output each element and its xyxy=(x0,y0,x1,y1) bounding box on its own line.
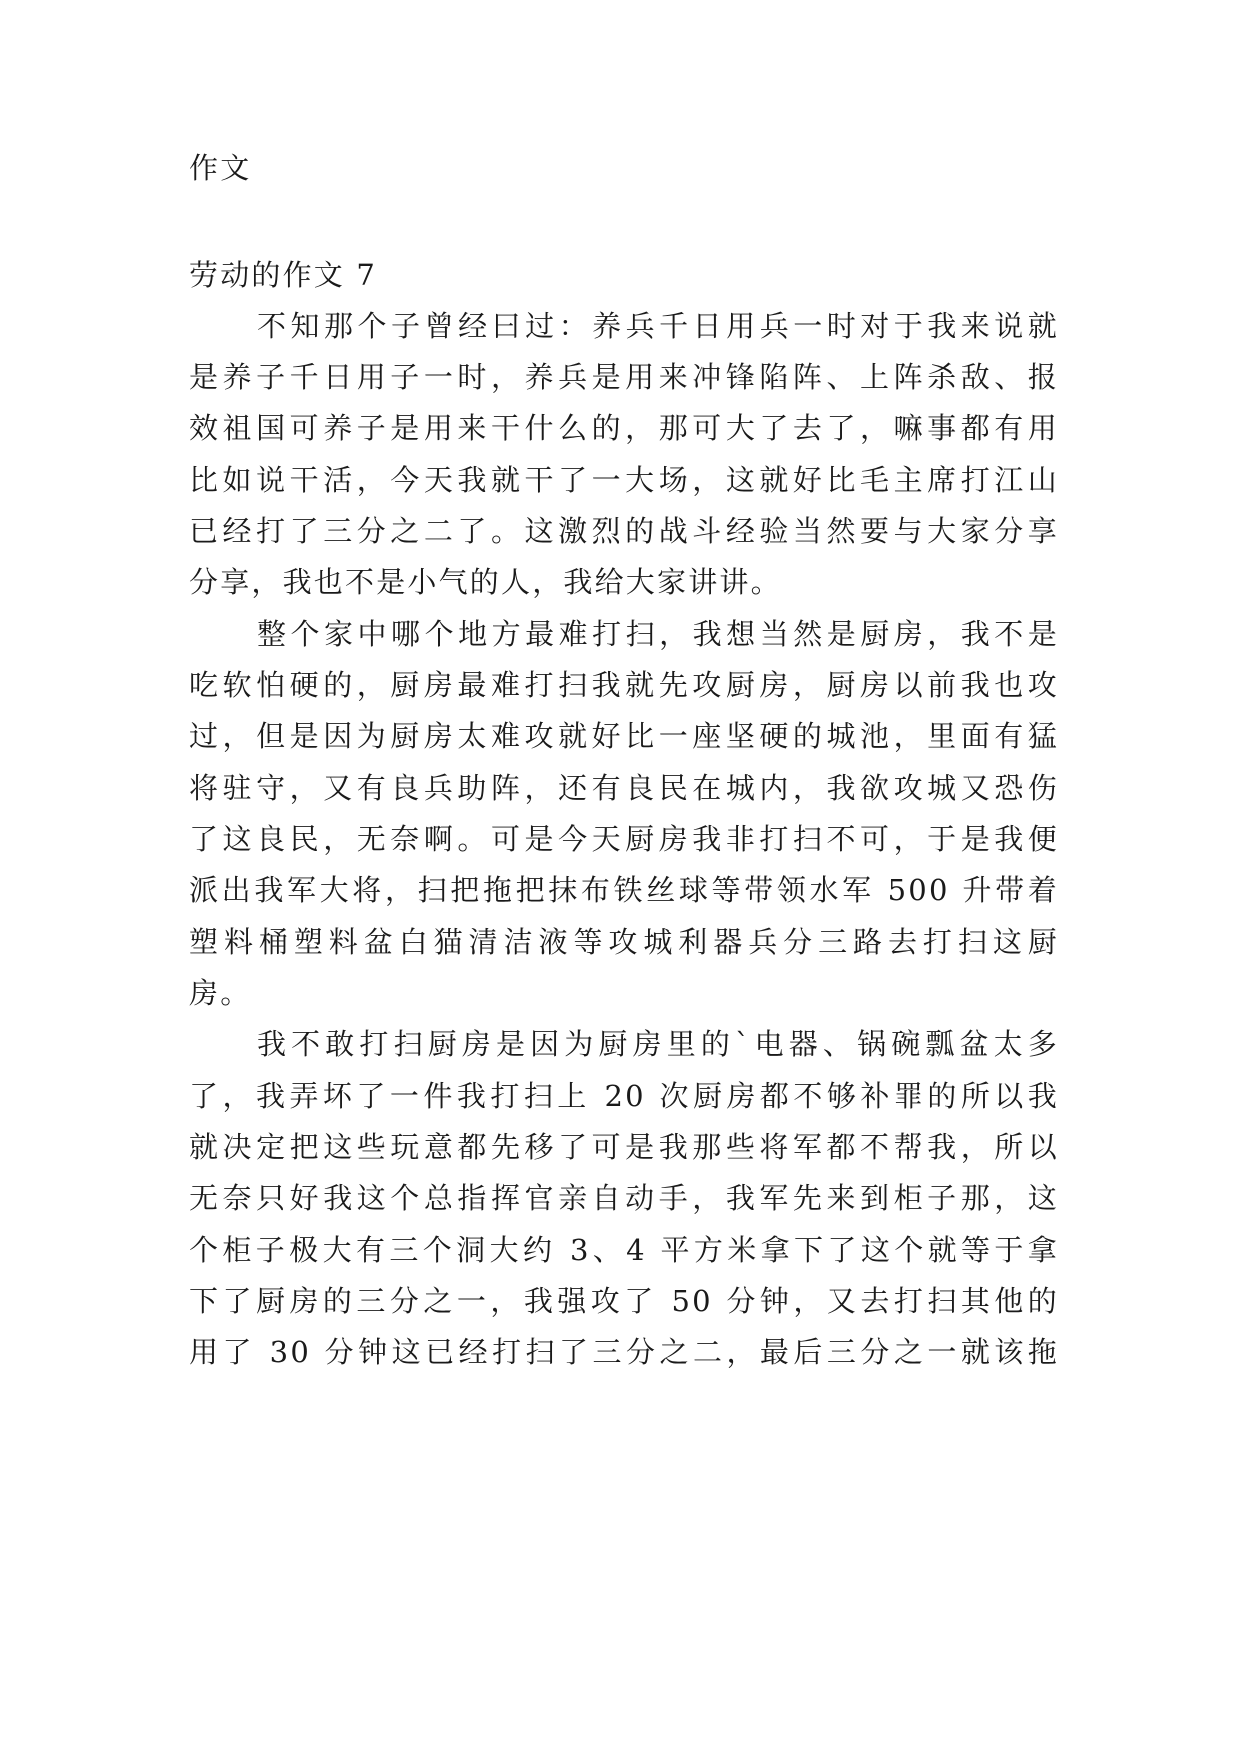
paragraph-line: 效祖国可养子是用来干什么的，那可大了去了，嘛事都有用 xyxy=(189,411,1059,445)
paragraph-line: 是养子千日用子一时，养兵是用来冲锋陷阵、上阵杀敌、报 xyxy=(189,360,1059,394)
paragraph-line: 用了 30 分钟这已经打扫了三分之二，最后三分之一就该拖 xyxy=(189,1335,1059,1369)
paragraph-line: 派出我军大将，扫把拖把抹布铁丝球等带领水军 500 升带着 xyxy=(189,873,1059,907)
paragraph-line: 已经打了三分之二了。这激烈的战斗经验当然要与大家分享 xyxy=(189,514,1059,548)
paragraph-line: 我不敢打扫厨房是因为厨房里的`电器、锅碗瓢盆太多 xyxy=(257,1027,1059,1061)
paragraph-line: 塑料桶塑料盆白猫清洁液等攻城利器兵分三路去打扫这厨 xyxy=(189,925,1059,959)
document-title: 作文 xyxy=(189,151,252,185)
paragraph-line: 个柜子极大有三个洞大约 3、4 平方米拿下了这个就等于拿 xyxy=(189,1233,1059,1267)
paragraph-line: 将驻守，又有良兵助阵，还有良民在城内，我欲攻城又恐伤 xyxy=(189,771,1059,805)
paragraph-line: 整个家中哪个地方最难打扫，我想当然是厨房，我不是 xyxy=(257,617,1059,651)
paragraph-line: 比如说干活，今天我就干了一大场，这就好比毛主席打江山 xyxy=(189,463,1059,497)
essay-heading: 劳动的作文 7 xyxy=(189,258,378,292)
paragraph-line: 了，我弄坏了一件我打扫上 20 次厨房都不够补罪的所以我 xyxy=(189,1079,1059,1113)
paragraph-line: 房。 xyxy=(189,976,252,1010)
paragraph-line: 无奈只好我这个总指挥官亲自动手，我军先来到柜子那，这 xyxy=(189,1181,1059,1215)
paragraph-line: 不知那个子曾经曰过：养兵千日用兵一时对于我来说就 xyxy=(257,309,1059,343)
paragraph-line: 过，但是因为厨房太难攻就好比一座坚硬的城池，里面有猛 xyxy=(189,719,1059,753)
paragraph-line: 就决定把这些玩意都先移了可是我那些将军都不帮我，所以 xyxy=(189,1130,1059,1164)
paragraph-line: 分享，我也不是小气的人，我给大家讲讲。 xyxy=(189,565,782,599)
paragraph-line: 吃软怕硬的，厨房最难打扫我就先攻厨房，厨房以前我也攻 xyxy=(189,668,1059,702)
paragraph-line: 下了厨房的三分之一，我强攻了 50 分钟，又去打扫其他的 xyxy=(189,1284,1059,1318)
paragraph-line: 了这良民，无奈啊。可是今天厨房我非打扫不可，于是我便 xyxy=(189,822,1059,856)
